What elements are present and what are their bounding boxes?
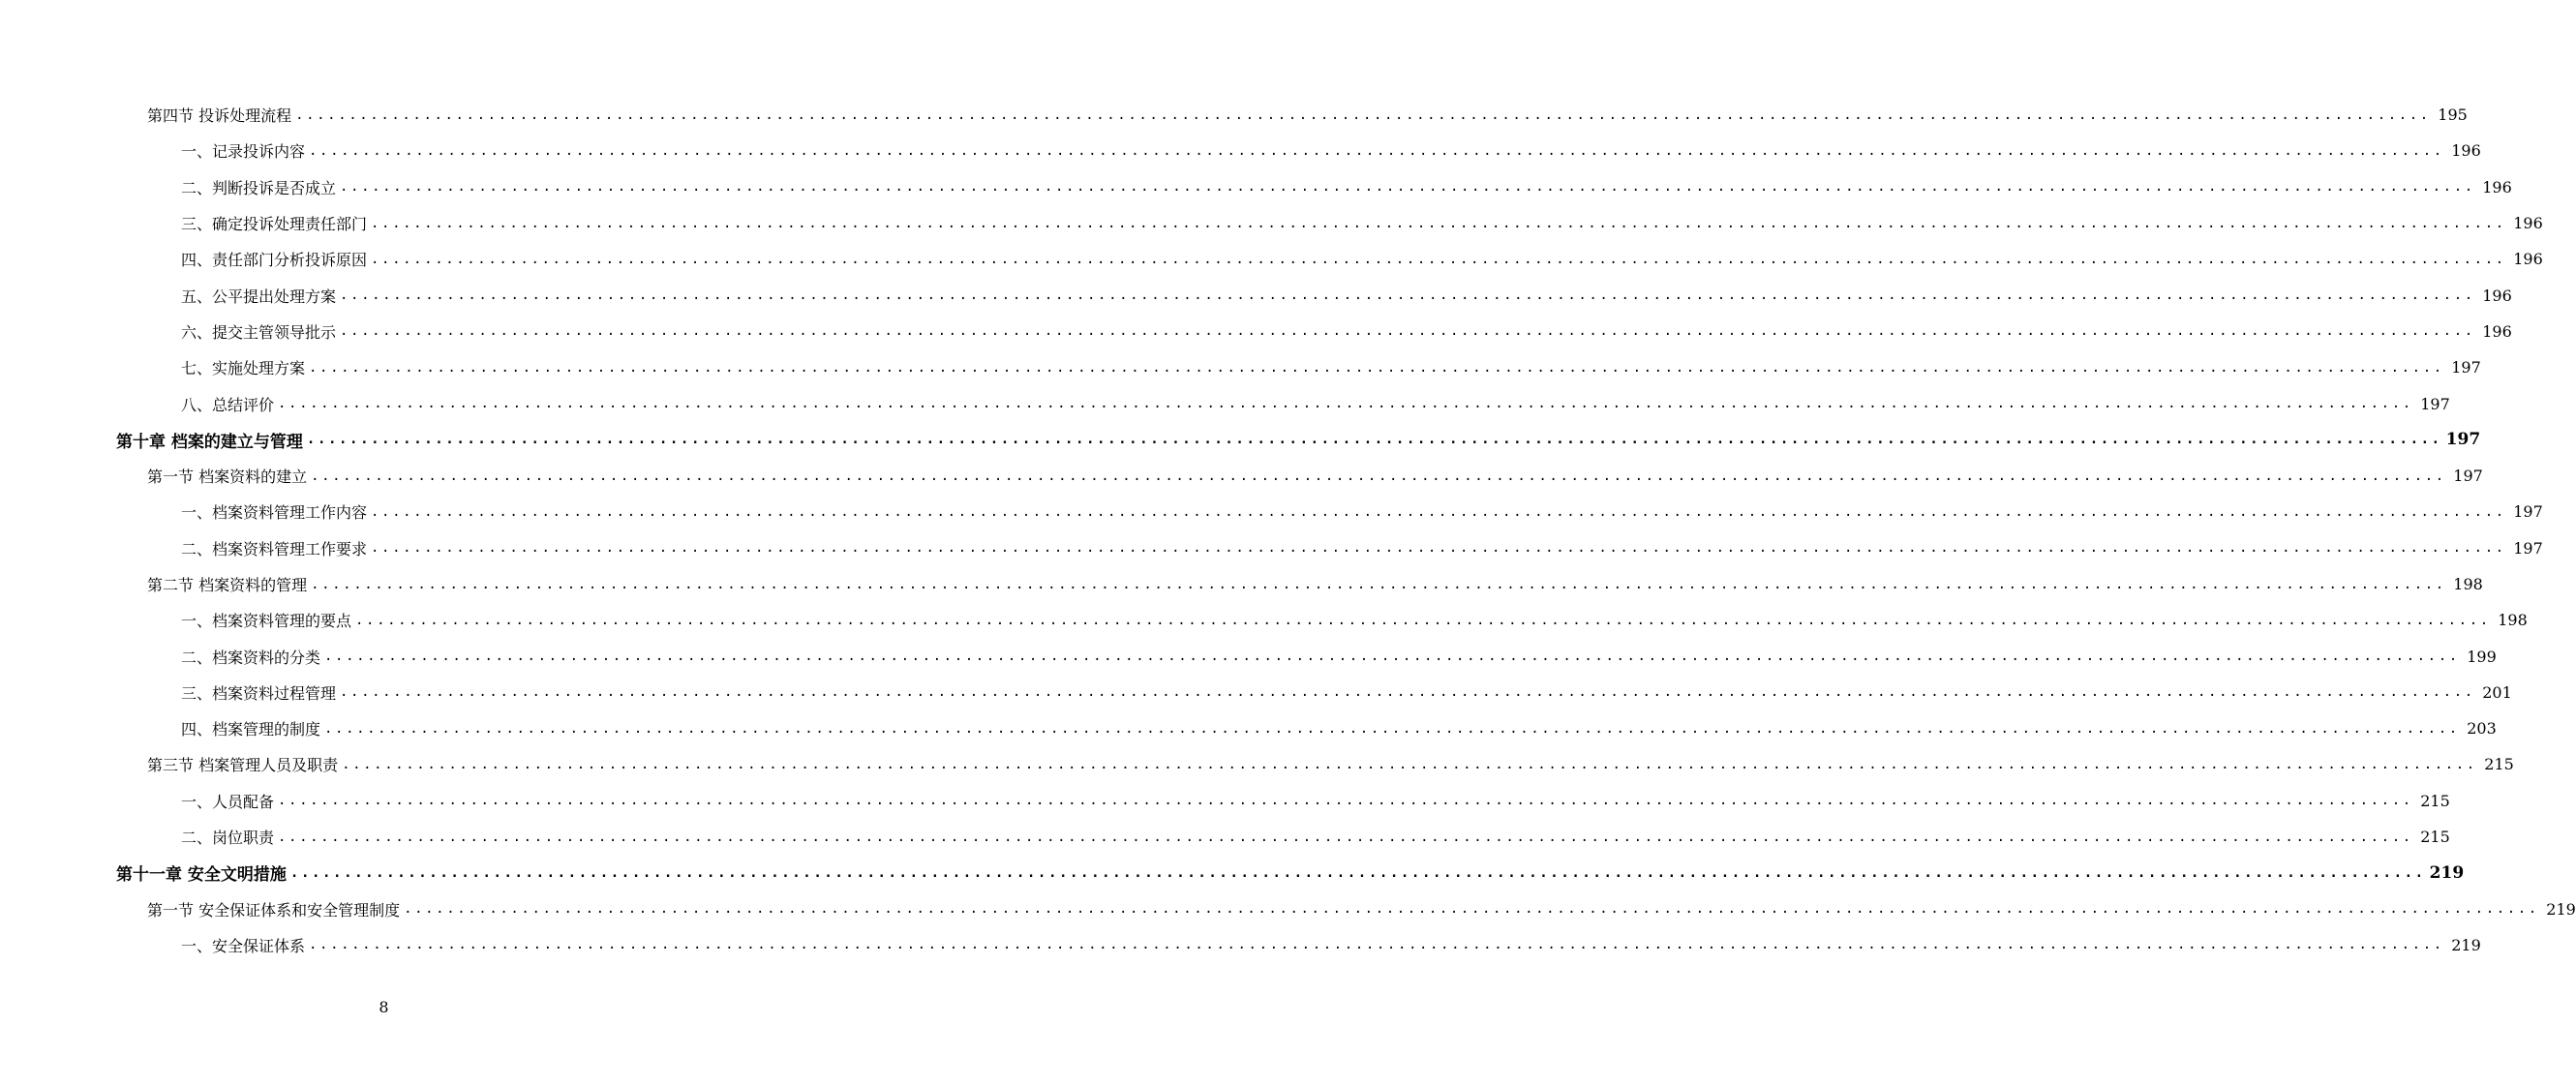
toc-dot-leader: ........................................................................................................................................................................................................ — [324, 720, 2460, 737]
toc-entry-page: 219 — [2451, 935, 2481, 954]
toc-dot-leader: ........................................................................................................................................................................................................ — [311, 576, 2446, 592]
toc-entry-page: 219 — [2429, 862, 2465, 883]
toc-entry-page: 196 — [2513, 214, 2543, 233]
toc-entry-title: 第四节 投诉处理流程 — [147, 106, 292, 126]
toc-entry-item[interactable] — [0, 205, 2543, 241]
toc-entry-page: 203 — [2467, 719, 2497, 739]
toc-entry-item[interactable] — [0, 783, 2450, 819]
toc-entry-title: 四、档案管理的制度 — [181, 720, 321, 739]
toc-dot-leader: ........................................................................................................................................................................................................ — [289, 864, 2426, 881]
toc-entry-page: 197 — [2420, 394, 2450, 413]
toc-entry-title: 一、档案资料管理的要点 — [181, 612, 352, 631]
toc-dot-leader: ........................................................................................................................................................................................................ — [309, 937, 2444, 953]
toc-entry-page: 197 — [2513, 538, 2543, 558]
toc-dot-leader: ........................................................................................................................................................................................................ — [340, 287, 2475, 304]
toc-entry-page: 195 — [2438, 106, 2468, 125]
toc-dot-leader: ........................................................................................................................................................................................................ — [309, 359, 2444, 376]
toc-dot-leader: ........................................................................................................................................................................................................ — [309, 142, 2444, 159]
toc-entry-title: 第三节 档案管理人员及职责 — [147, 756, 339, 775]
toc-entry-item[interactable] — [0, 710, 2497, 746]
toc-entry-title: 一、安全保证体系 — [181, 936, 306, 955]
toc-entry-item[interactable] — [0, 385, 2450, 421]
toc-entry-title: 二、档案资料的分类 — [181, 648, 321, 667]
toc-entry-page: 215 — [2484, 755, 2514, 774]
toc-dot-leader: ........................................................................................................................................................................................................ — [278, 829, 2413, 845]
toc-entry-title: 三、档案资料过程管理 — [181, 683, 337, 703]
toc-entry-page: 197 — [2513, 502, 2543, 522]
toc-entry-page: 198 — [2453, 575, 2483, 593]
toc-entry-item[interactable] — [0, 314, 2512, 349]
toc-entry-page: 197 — [2445, 430, 2481, 450]
toc-entry-title: 一、档案资料管理工作内容 — [181, 503, 368, 523]
toc-entry-item[interactable] — [0, 494, 2543, 529]
toc-entry-title: 三、确定投诉处理责任部门 — [181, 215, 368, 234]
toc-entry-title: 七、实施处理方案 — [181, 359, 306, 378]
toc-entry-section[interactable] — [0, 746, 2514, 782]
toc-entry-page: 215 — [2420, 828, 2450, 847]
toc-entry-page: 198 — [2498, 611, 2528, 630]
toc-entry-page: 196 — [2513, 250, 2543, 269]
toc-entry-section[interactable] — [0, 97, 2468, 133]
toc-entry-section[interactable] — [0, 566, 2483, 602]
toc-entry-title: 四、责任部门分析投诉原因 — [181, 251, 368, 270]
toc-entry-page: 196 — [2482, 321, 2512, 341]
toc-entry-section[interactable] — [0, 458, 2483, 494]
toc-entry-page: 201 — [2482, 682, 2512, 702]
toc-entry-item[interactable] — [0, 530, 2543, 566]
toc-dot-leader: ........................................................................................................................................................................................................ — [324, 649, 2460, 665]
toc-entry-section[interactable] — [0, 891, 2576, 927]
toc-dot-leader: ........................................................................................................................................................................................................ — [311, 468, 2446, 484]
toc-entry-chapter[interactable] — [0, 422, 2481, 458]
toc-dot-leader: ........................................................................................................................................................................................................ — [340, 179, 2475, 196]
toc-dot-leader: ........................................................................................................................................................................................................ — [340, 323, 2475, 340]
toc-dot-leader: ........................................................................................................................................................................................................ — [371, 251, 2506, 267]
page-number: 8 — [379, 998, 389, 1016]
toc-entry-item[interactable] — [0, 927, 2481, 963]
toc-entry-chapter[interactable] — [0, 855, 2465, 890]
toc-entry-page: 219 — [2546, 899, 2576, 919]
toc-entry-item[interactable] — [0, 169, 2512, 205]
toc-entry-page: 196 — [2451, 141, 2481, 161]
toc-dot-leader: ........................................................................................................................................................................................................ — [278, 396, 2413, 412]
toc-entry-title: 第十一章 安全文明措施 — [116, 865, 287, 886]
toc-entry-title: 五、公平提出处理方案 — [181, 287, 337, 306]
toc-dot-leader: ........................................................................................................................................................................................................ — [278, 793, 2413, 809]
toc-dot-leader: ........................................................................................................................................................................................................ — [306, 432, 2442, 448]
toc-entry-title: 二、判断投诉是否成立 — [181, 178, 337, 197]
toc-entry-title: 第二节 档案资料的管理 — [147, 576, 308, 594]
toc-entry-title: 二、岗位职责 — [181, 829, 275, 848]
toc-entry-page: 196 — [2482, 177, 2512, 196]
toc-entry-title: 第一节 档案资料的建立 — [147, 468, 308, 487]
toc-dot-leader: ........................................................................................................................................................................................................ — [404, 901, 2539, 918]
toc-entry-item[interactable] — [0, 675, 2512, 710]
toc-entry-item[interactable] — [0, 819, 2450, 855]
toc-entry-item[interactable] — [0, 133, 2481, 168]
toc-dot-leader: ........................................................................................................................................................................................................ — [342, 756, 2477, 772]
toc-entry-title: 一、人员配备 — [181, 792, 275, 811]
toc-dot-leader: ........................................................................................................................................................................................................ — [340, 684, 2475, 701]
toc-dot-leader: ........................................................................................................................................................................................................ — [371, 215, 2506, 231]
toc-entry-item[interactable] — [0, 638, 2497, 674]
toc-entry-title: 八、总结评价 — [181, 395, 275, 414]
toc-dot-leader: ........................................................................................................................................................................................................ — [355, 612, 2491, 628]
toc-entry-page: 215 — [2420, 791, 2450, 810]
toc-entry-page: 197 — [2451, 358, 2481, 377]
toc-entry-item[interactable] — [0, 277, 2512, 313]
toc-dot-leader: ........................................................................................................................................................................................................ — [295, 106, 2431, 123]
toc-entry-title: 第十章 档案的建立与管理 — [116, 432, 303, 452]
table-of-contents — [0, 97, 2576, 963]
toc-entry-item[interactable] — [0, 349, 2481, 385]
toc-entry-item[interactable] — [0, 602, 2528, 638]
toc-entry-title: 一、记录投诉内容 — [181, 142, 306, 162]
toc-entry-page: 197 — [2453, 467, 2483, 486]
toc-entry-title: 六、提交主管领导批示 — [181, 322, 337, 342]
toc-entry-item[interactable] — [0, 241, 2543, 277]
toc-entry-title: 第一节 安全保证体系和安全管理制度 — [147, 900, 401, 920]
toc-entry-page: 196 — [2482, 286, 2512, 305]
toc-entry-title: 二、档案资料管理工作要求 — [181, 539, 368, 558]
toc-entry-page: 199 — [2467, 647, 2497, 666]
toc-dot-leader: ........................................................................................................................................................................................................ — [371, 540, 2506, 557]
toc-dot-leader: ........................................................................................................................................................................................................ — [371, 503, 2506, 520]
